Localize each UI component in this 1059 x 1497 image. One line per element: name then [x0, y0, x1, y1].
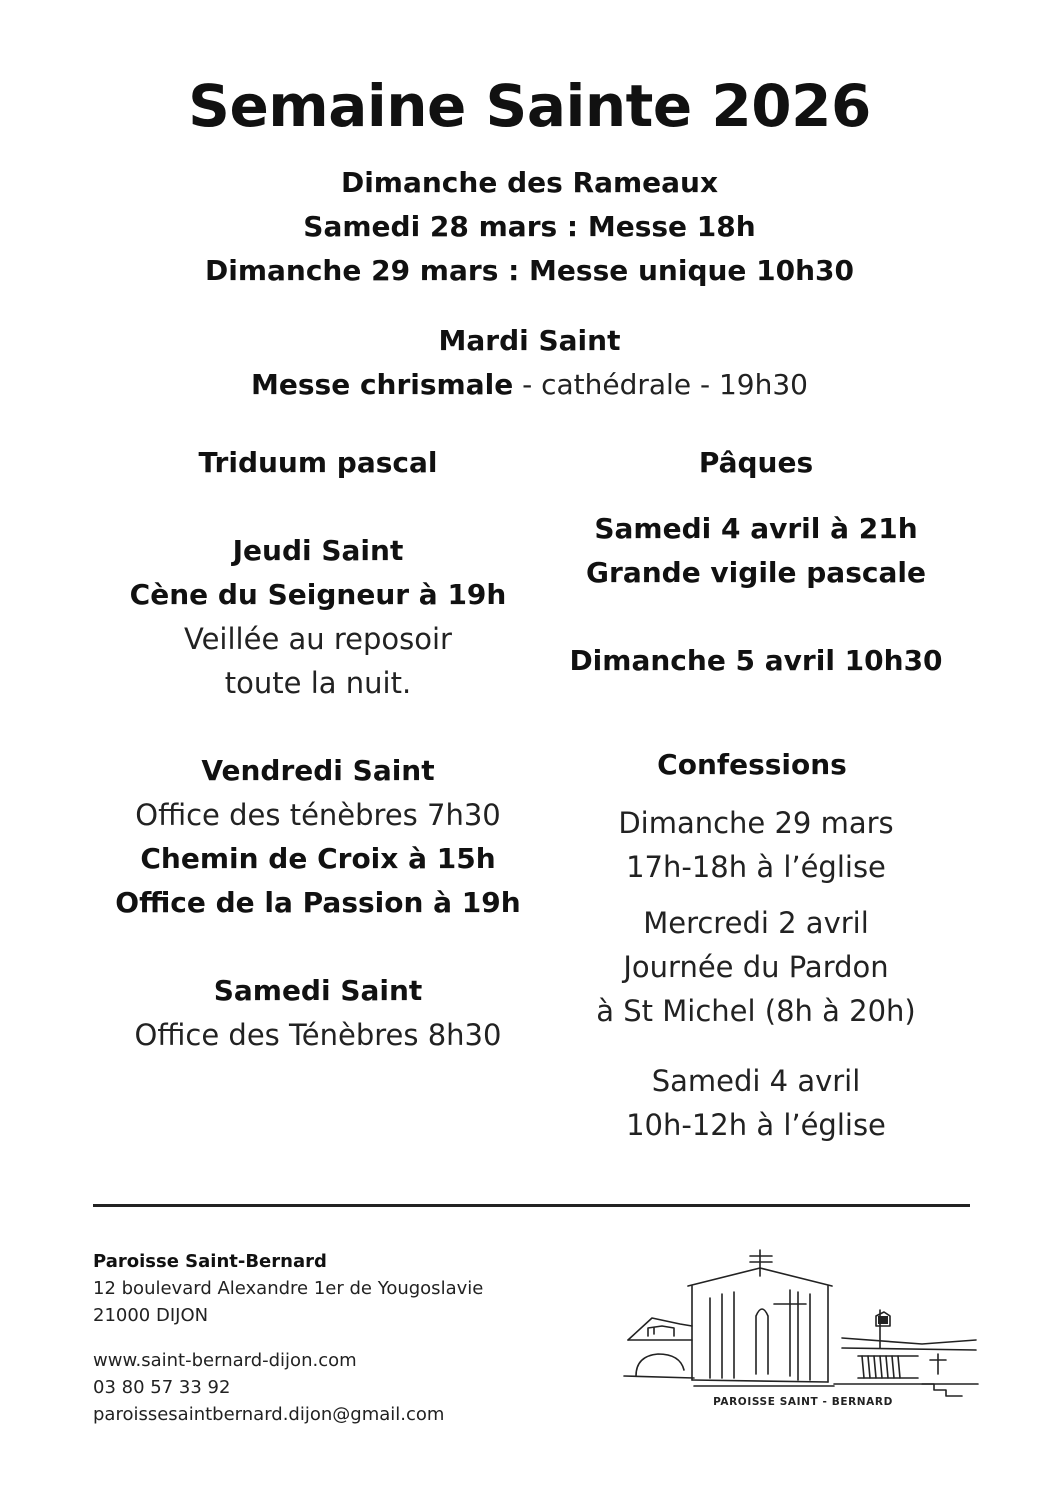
samedi-line-1: Office des Ténèbres 8h30	[134, 1018, 502, 1052]
mardi-details: - cathédrale - 19h30	[513, 368, 808, 401]
jeudi-heading: Jeudi Saint	[232, 534, 404, 567]
confession-3-line-2: 10h-12h à l’église	[626, 1108, 886, 1142]
parish-logo	[622, 1244, 984, 1420]
address-line-2: 21000 DIJON	[93, 1305, 209, 1326]
email-link[interactable]: paroissesaintbernard.dijon@gmail.com	[93, 1404, 445, 1425]
page-title: Semaine Sainte 2026	[188, 72, 871, 140]
rameaux-heading: Dimanche des Rameaux	[340, 166, 719, 199]
footer-contact	[93, 1248, 483, 1428]
vendredi-line-1: Office des ténèbres 7h30	[135, 798, 501, 832]
vendredi-heading: Vendredi Saint	[201, 754, 435, 787]
rameaux-line-2: Dimanche 29 mars : Messe unique 10h30	[204, 254, 855, 287]
paques-line-3: Dimanche 5 avril 10h30	[569, 644, 943, 677]
paques-line-2: Grande vigile pascale	[586, 556, 926, 589]
confessions-heading: Confessions	[657, 748, 847, 781]
footer-divider	[93, 1204, 970, 1207]
address-line-1: 12 boulevard Alexandre 1er de Yougoslavie	[93, 1278, 484, 1299]
bell-icon	[878, 1316, 888, 1324]
paques-heading: Pâques	[698, 446, 814, 479]
confession-2-line-3: à St Michel (8h à 20h)	[596, 994, 916, 1028]
jeudi-line-3: toute la nuit.	[224, 666, 412, 700]
triduum-heading: Triduum pascal	[198, 446, 438, 479]
phone-number: 03 80 57 33 92	[93, 1377, 231, 1398]
jeudi-line-2: Veillée au reposoir	[184, 622, 452, 656]
paques-line-1: Samedi 4 avril à 21h	[594, 512, 918, 545]
mardi-line	[0, 368, 1059, 401]
church-drawing	[622, 1244, 984, 1420]
website-link[interactable]: www.saint-bernard-dijon.com	[93, 1350, 357, 1371]
mardi-heading: Mardi Saint	[438, 324, 621, 357]
confession-1-line-2: 17h-18h à l’église	[626, 850, 886, 884]
mardi-event: Messe chrismale	[251, 368, 514, 401]
confession-2-line-1: Mercredi 2 avril	[643, 906, 869, 940]
confession-1-line-1: Dimanche 29 mars	[618, 806, 894, 840]
rameaux-line-1: Samedi 28 mars : Messe 18h	[303, 210, 756, 243]
confession-3-line-1: Samedi 4 avril	[651, 1064, 861, 1098]
confession-2-line-2: Journée du Pardon	[623, 950, 889, 984]
jeudi-line-1: Cène du Seigneur à 19h	[129, 578, 507, 611]
vendredi-line-3: Office de la Passion à 19h	[115, 886, 521, 919]
parish-name: Paroisse Saint-Bernard	[93, 1251, 327, 1272]
logo-caption: PAROISSE SAINT - BERNARD	[713, 1396, 893, 1408]
samedi-heading: Samedi Saint	[213, 974, 423, 1007]
vendredi-line-2: Chemin de Croix à 15h	[140, 842, 496, 875]
